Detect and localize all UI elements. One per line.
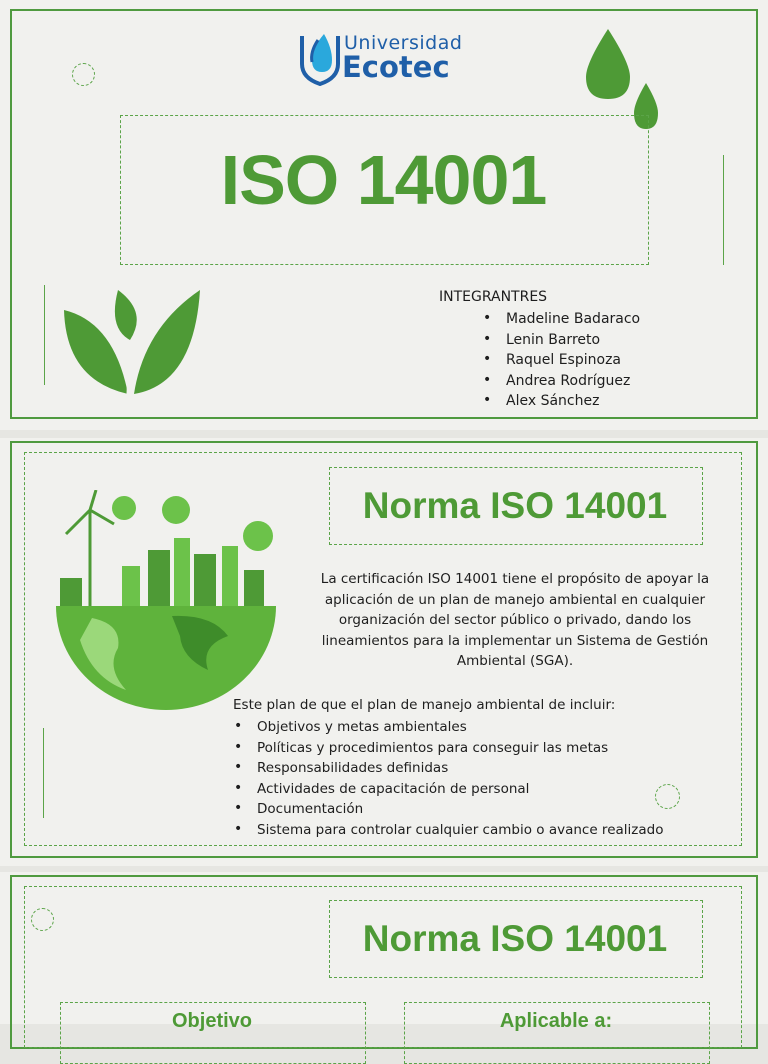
objective-heading: Objetivo xyxy=(171,1010,252,1032)
list-item: • Actividades de capacitación de personal xyxy=(233,779,663,800)
deco-arrow-line xyxy=(723,155,724,265)
logo-text-ecotec: Ecotec xyxy=(342,50,450,84)
list-item: • Responsabilidades definidas xyxy=(233,758,663,779)
list-item: • Madeline Badaraco xyxy=(482,309,640,330)
sprout-leaves-icon xyxy=(64,288,204,398)
slide-cover xyxy=(0,0,768,430)
requirements-list xyxy=(233,717,663,840)
list-item: • Lenin Barreto xyxy=(482,330,640,351)
list-intro: Este plan de que el plan de manejo ambiental de incluir: xyxy=(233,697,616,713)
slide-objective xyxy=(0,872,768,1032)
university-logo xyxy=(298,30,468,86)
deco-circle xyxy=(31,908,54,931)
section-title: Norma ISO 14001 xyxy=(362,918,668,959)
list-item: • Documentación xyxy=(233,799,663,820)
deco-arrow-line xyxy=(44,285,45,385)
list-item: • Alex Sánchez xyxy=(482,391,640,412)
deco-arrow-line xyxy=(43,728,44,818)
list-item: • Andrea Rodríguez xyxy=(482,371,640,392)
list-item: • Raquel Espinoza xyxy=(482,350,640,371)
list-item: • Sistema para controlar cualquier cambio o avance realizado xyxy=(233,820,663,841)
section-title: Norma ISO 14001 xyxy=(362,485,668,526)
definition-paragraph: La certificación ISO 14001 tiene el propósito de apoyar la aplicación de un plan de manejo ambiental en cualquier organización del sector público o privado, dando los lineamientos para la implementar un Sistema de Gestión Ambiental (SGA). xyxy=(320,571,710,669)
green-city-globe-icon xyxy=(52,490,282,710)
list-item: • Objetivos y metas ambientales xyxy=(233,717,663,738)
logo-text-universidad: Universidad xyxy=(344,32,463,54)
members-heading: INTEGRANTRES xyxy=(439,289,548,305)
applicable-heading: Aplicable a: xyxy=(499,1010,613,1032)
deco-circle xyxy=(72,63,95,86)
slide-definition xyxy=(0,438,768,866)
list-item: • Políticas y procedimientos para conseguir las metas xyxy=(233,738,663,759)
logo-shield-icon xyxy=(298,30,342,86)
page-title: ISO 14001 xyxy=(220,141,547,219)
members-list xyxy=(482,309,640,412)
